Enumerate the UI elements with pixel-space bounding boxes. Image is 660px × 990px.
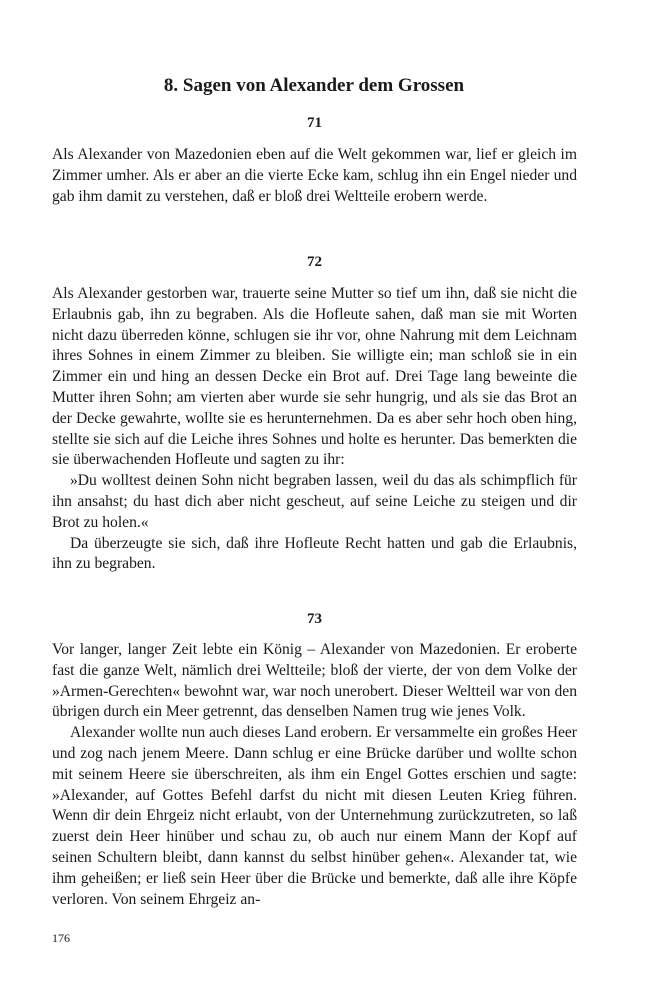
chapter-title: 8. Sagen von Alexander dem Grossen: [163, 75, 465, 96]
section-number-71: 71: [307, 115, 322, 131]
paragraph: Alexander wollte nun auch dieses Land erobern. Er versammelte ein großes Heer und zog nach jenem Meere. Dann schlug er eine Brücke darüber und wollte schon mit seinem Heere sie überschreiten, als ihm ein Engel Gottes erschien und sagte: »Alexander, auf Gottes Befehl darfst du nicht mit diesen Leuten Krieg führen. Wenn dir dein Ehrgeiz nicht erlaubt, von der Unternehmung zurückzutreten, so laß zuerst dein Heer hinüber und schau zu, ob auch nur einem Mann der Kopf auf seinen Schultern bleibt, dann kannst du selbst hinüber gehen«. Alexander tat, wie ihm geheißen; er ließ sein Heer über die Brücke und bemerkte, daß alle ihre Köpfe verloren. Von seinem Ehrgeiz an-: [52, 724, 577, 908]
paragraph: Da überzeugte sie sich, daß ihre Hofleute Recht hatten und gab die Erlaubnis, ihn zu begraben.: [52, 534, 577, 573]
section-72: [52, 284, 577, 575]
paragraph: Als Alexander gestorben war, trauerte seine Mutter so tief um ihn, daß sie nicht die Erlaubnis gab, ihn zu begraben. Als die Hofleute sahen, daß man sie mit Worten nicht dazu überreden könne, schlugen sie ihr vor, ohne Nahrung mit dem Leichnam ihres Sohnes in einem Zimmer zu bleiben. Sie willigte ein; man schloß sie in ein Zimmer ein und hing an dessen Decke ein Brot auf. Drei Tage lang beweinte die Mutter ihren Sohn; am vierten aber wurde sie sehr hungrig, und als sie das Brot an der Decke gewahrte, wollte sie es herunternehmen. Da es aber sehr hoch oben hing, stellte sie sich auf die Leiche ihres Sohnes und holte es herunter. Das bemerkten die sie überwachenden Hofleute und sagten zu ihr:: [52, 285, 577, 469]
page-number: 176: [52, 931, 70, 945]
section-71: [52, 145, 577, 207]
section-number-73: 73: [307, 611, 322, 627]
section-number-72: 72: [307, 254, 322, 270]
paragraph: Vor langer, langer Zeit lebte ein König – Alexander von Mazedonien. Er eroberte fast die ganze Welt, nämlich drei Weltteile; bloß der vierte, der von dem Volke der »Armen-Gerechten« bewohnt war, war noch unerobert. Dieser Weltteil war von den übrigen durch ein Meer getrennt, das denselben Namen trug wie jenes Volk.: [52, 641, 577, 721]
section-73: [52, 640, 577, 910]
paragraph: »Du wolltest deinen Sohn nicht begraben lassen, weil du das als schimpflich für ihn ansahst; du hast dich aber nicht gescheut, auf seine Leiche zu steigen und dir Brot zu holen.«: [52, 472, 577, 531]
paragraph: Als Alexander von Mazedonien eben auf die Welt gekommen war, lief er gleich im Zimmer umher. Als er aber an die vierte Ecke kam, schlug ihn ein Engel nieder und gab ihm damit zu verstehen, daß er bloß drei Weltteile erobern werde.: [52, 146, 577, 205]
